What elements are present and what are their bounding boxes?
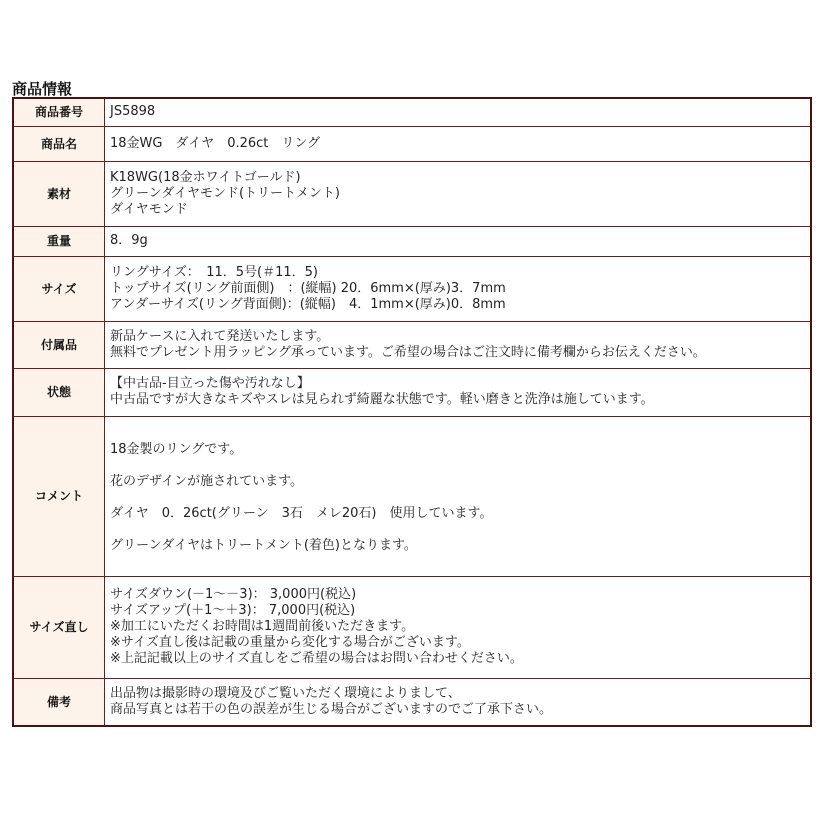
table-row <box>13 256 811 321</box>
table-row <box>13 321 811 368</box>
row-value <box>105 256 812 321</box>
row-value <box>105 678 812 726</box>
row-label: 素材 <box>13 161 105 226</box>
row-value <box>105 576 812 678</box>
value-line <box>110 458 804 474</box>
value-line: ダイヤモンド <box>110 201 188 217</box>
row-label: 商品名 <box>13 126 105 161</box>
value-line: 出品物は撮影時の環境及びご覧いただく環境によりまして、 <box>110 685 461 701</box>
row-value <box>105 368 812 416</box>
row-value <box>105 416 812 576</box>
row-value <box>105 321 812 368</box>
table-row <box>13 226 811 256</box>
table-row <box>13 678 811 726</box>
row-label: 商品番号 <box>13 98 105 126</box>
table-row <box>13 368 811 416</box>
value-line: 新品ケースに入れて発送いたします。 <box>110 328 330 344</box>
table-row <box>13 98 811 126</box>
value-line: グリーンダイヤモンド(トリートメント) <box>110 185 340 201</box>
row-value <box>105 226 812 256</box>
row-label: 備考 <box>13 678 105 726</box>
value-line: サイズアップ(＋1～＋3)： 7,000円(税込) <box>110 603 356 618</box>
table-row <box>13 576 811 678</box>
value-line: グリーンダイヤはトリートメント(着色)となります。 <box>110 538 417 553</box>
row-label: 重量 <box>13 226 105 256</box>
section-title: 商品情報 <box>12 80 73 98</box>
value-line: 8．9g <box>110 233 148 248</box>
row-label: サイズ直し <box>13 576 105 678</box>
value-line: ※加工にいただくお時間は1週間前後いただきます。 <box>110 619 415 634</box>
value-line <box>110 522 804 538</box>
row-value <box>105 161 812 226</box>
value-line: 18金WG ダイヤ 0.26ct リング <box>110 135 321 151</box>
value-line: ダイヤ 0．26ct(グリーン 3石 メレ20石) 使用しています。 <box>110 506 493 521</box>
row-label: コメント <box>13 416 105 576</box>
row-value <box>105 126 812 161</box>
table-row <box>13 161 811 226</box>
value-line <box>110 490 804 506</box>
value-line: K18WG(18金ホワイトゴールド) <box>110 169 301 185</box>
row-label: サイズ <box>13 256 105 321</box>
table-row <box>13 416 811 576</box>
value-line: JS5898 <box>110 104 156 120</box>
table-row <box>13 126 811 161</box>
row-label: 状態 <box>13 368 105 416</box>
value-line: 中古品ですが大きなキズやスレは見られず綺麗な状態です。軽い磨きと洗浄は施しています。 <box>110 392 654 407</box>
value-line: 【中古品-目立った傷や汚れなし】 <box>110 376 310 391</box>
value-line: 18金製のリングです。 <box>110 442 243 457</box>
value-line: アンダーサイズ(リング背面側)：(縦幅) 4．1mm×(厚み)0．8mm <box>110 296 506 312</box>
value-line: 花のデザインが施されています。 <box>110 474 304 489</box>
value-line: ※サイズ直し後は記載の重量から変化する場合がございます。 <box>110 635 470 650</box>
product-info-table <box>12 97 812 727</box>
row-label: 付属品 <box>13 321 105 368</box>
value-line: 無料でプレゼント用ラッピング承っています。ご希望の場合はご注文時に備考欄からお伝えください。 <box>110 344 706 360</box>
value-line: サイズダウン(－1～－3)： 3,000円(税込) <box>110 587 357 602</box>
value-line: リングサイズ： 11．5号(＃11．5) <box>110 264 318 280</box>
value-line: トップサイズ(リング前面側) ：(縦幅) 20．6mm×(厚み)3．7mm <box>110 280 506 296</box>
row-value <box>105 98 812 126</box>
value-line: ※上記記載以上のサイズ直しをご希望の場合はお問い合わせください。 <box>110 651 523 666</box>
value-line: 商品写真とは若干の色の誤差が生じる場合がございますのでご了承下さい。 <box>110 701 553 717</box>
